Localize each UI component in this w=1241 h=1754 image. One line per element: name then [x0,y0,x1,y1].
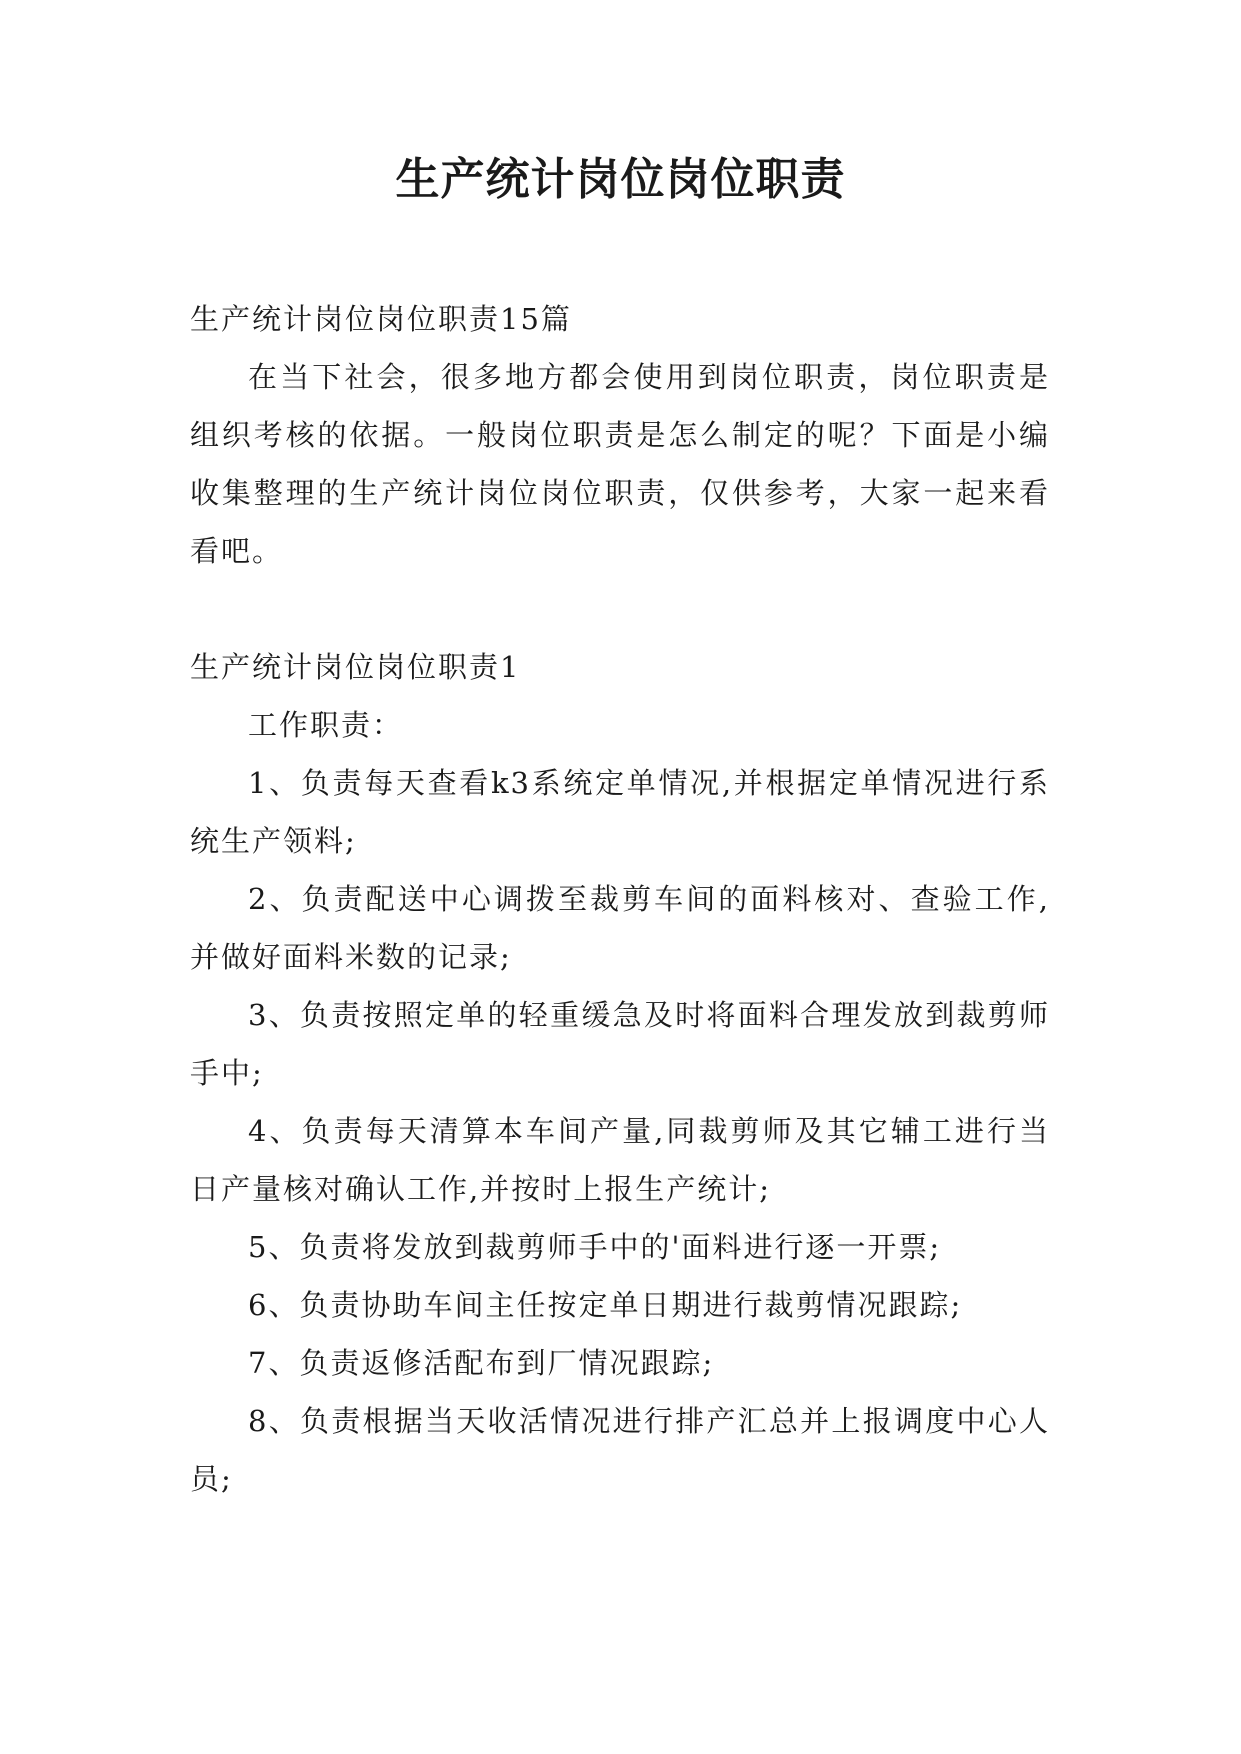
section-label: 工作职责： [248,708,404,742]
intro-paragraph: 在当下社会，很多地方都会使用到岗位职责，岗位职责是组织考核的依据。一般岗位职责是怎么制定的呢？下面是小编收集整理的生产统计岗位岗位职责，仅供参考，大家一起来看看吧。 [190,360,1050,568]
document-subtitle: 生产统计岗位岗位职责15篇 [190,302,572,336]
duty-item: 3、负责按照定单的轻重缓急及时将面料合理发放到裁剪师手中; [190,998,1050,1090]
duty-item: 7、负责返修活配布到厂情况跟踪; [248,1346,715,1380]
duty-item: 1、负责每天查看k3系统定单情况,并根据定单情况进行系统生产领料; [190,766,1050,858]
duty-item: 5、负责将发放到裁剪师手中的'面料进行逐一开票; [248,1230,942,1264]
duty-item: 6、负责协助车间主任按定单日期进行裁剪情况跟踪; [248,1288,963,1322]
duty-item: 8、负责根据当天收活情况进行排产汇总并上报调度中心人员; [190,1404,1050,1496]
duty-item: 2、负责配送中心调拨至裁剪车间的面料核对、查验工作,并做好面料米数的记录; [190,882,1050,974]
document-body [190,290,1050,1508]
document-title: 生产统计岗位岗位职责 [395,154,846,205]
section-heading: 生产统计岗位岗位职责1 [190,650,521,684]
duty-item: 4、负责每天清算本车间产量,同裁剪师及其它辅工进行当日产量核对确认工作,并按时上报生产统计; [190,1114,1050,1206]
